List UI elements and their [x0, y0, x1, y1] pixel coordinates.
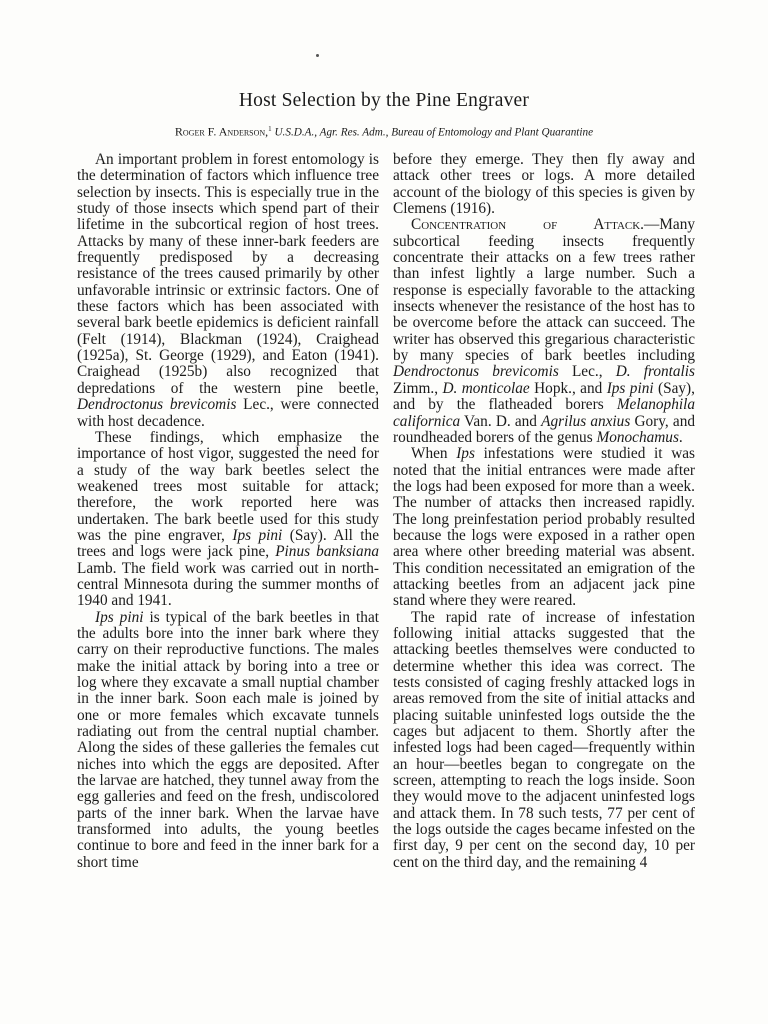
- section-heading: Concentration of Attack.: [411, 216, 644, 234]
- footnote-marker: 1: [268, 125, 272, 133]
- paragraph-infestation: When Ips infestations were studied it was noted that the initial entrances were made after the logs had been exposed for more than a week. The number of attacks then increased rapidly. The long preinfestation period probably resulted because the logs were exposed in a rather open area where other breeding material was absent. This condition necessitated an emigration of the attacking beetles from an adjacent jack pine stand where they were reared.: [393, 445, 695, 610]
- paragraph-tests: The rapid rate of increase of infestation following initial attacks suggested that the attacking beetles themselves were conducted to determine whether this idea was correct. The tests consisted of caging freshly attacked logs in areas removed from the site of initial attacks and placing suitable uninfested logs outside the the cages but adjacent to them. Shortly after the infested logs had been caged—frequently within an hour—beetles began to congregate on the screen, attempting to reach the logs inside. Soon they would move to the adjacent uninfested logs and attack them. In 78 such tests, 77 per cent of the logs outside the cages became infested on the first day, 9 per cent on the second day, 10 per cent on the third day, and the remaining 4: [393, 608, 695, 871]
- article-title: Host Selection by the Pine Engraver: [238, 90, 530, 111]
- paragraph-intro: An important problem in forest entomology is the determination of factors which influence tree selection by insects. This is especially true in the study of those insects which spend part of their lifetime in the subcortical region of host trees. Attacks by many of these inner-bark feeders are frequently predisposed by a decreasing resistance of the trees caused primarily by other unfavorable intrinsic or extrinsic factors. One of these factors which has been associated with several bark beetle epidemics is deficient rainfall (Felt (1914), Blackman (1924), Craighead (1925a), St. George (1929), and Eaton (1941). Craighead (1925b) also recognized that depredations of the western pine beetle, Dendroctonus brevicomis Lec., were connected with host decadence.: [77, 151, 379, 430]
- paragraph-concentration: Concentration of Attack.—Many subcortical feeding insects frequently concentrate their attacks on a few trees rather than infest lightly a large number. Such a response is especially favorable to the attacking insects whenever the resistance of the host has to be overcome before the attack can succeed. The writer has observed this gregarious characteristic by many species of bark beetles including Dendroctonus brevicomis Lec., D. frontalis Zimm., D. monticolae Hopk., and Ips pini (Say), and by the flatheaded borers Melanophila californica Van. D. and Agrilus anxius Gory, and roundheaded borers of the genus Monochamus.: [393, 216, 695, 446]
- author-affiliation: U.S.D.A., Agr. Res. Adm., Bureau of Entomology and Plant Quarantine: [274, 126, 594, 139]
- left-column: [77, 152, 379, 871]
- page-speck: [316, 54, 319, 57]
- byline: [0, 121, 768, 141]
- paragraph-biology-continued: before they emerge. They then fly away and attack other trees or logs. A more detailed account of the biology of this species is given by Clemens (1916).: [393, 151, 695, 218]
- paragraph-biology: Ips pini is typical of the bark beetles in that the adults bore into the inner bark where they carry on their reproductive functions. The males make the initial attack by boring into a tree or log where they excavate a small nuptial chamber in the inner bark. Soon each male is joined by one or more females which excavate tunnels radiating out from the central nuptial chamber. Along the sides of these galleries the females cut niches into which the eggs are deposited. After the larvae are hatched, they tunnel away from the egg galleries and feed on the fresh, undiscolored parts of the inner bark. When the larvae have transformed into adults, the young beetles continue to bore and feed in the inner bark for a short time: [77, 608, 379, 871]
- right-column: [393, 152, 695, 871]
- paragraph-purpose: These findings, which emphasize the importance of host vigor, suggested the need for a study of the way bark beetles select the weakened trees most suitable for attack; therefore, the work reported here was undertaken. The bark beetle used for this study was the pine engraver, Ips pini (Say). All the trees and logs were jack pine, Pinus banksiana Lamb. The field work was carried out in north-central Minnesota during the summer months of 1940 and 1941.: [77, 428, 379, 610]
- author-name: Roger F. Anderson,: [174, 124, 269, 139]
